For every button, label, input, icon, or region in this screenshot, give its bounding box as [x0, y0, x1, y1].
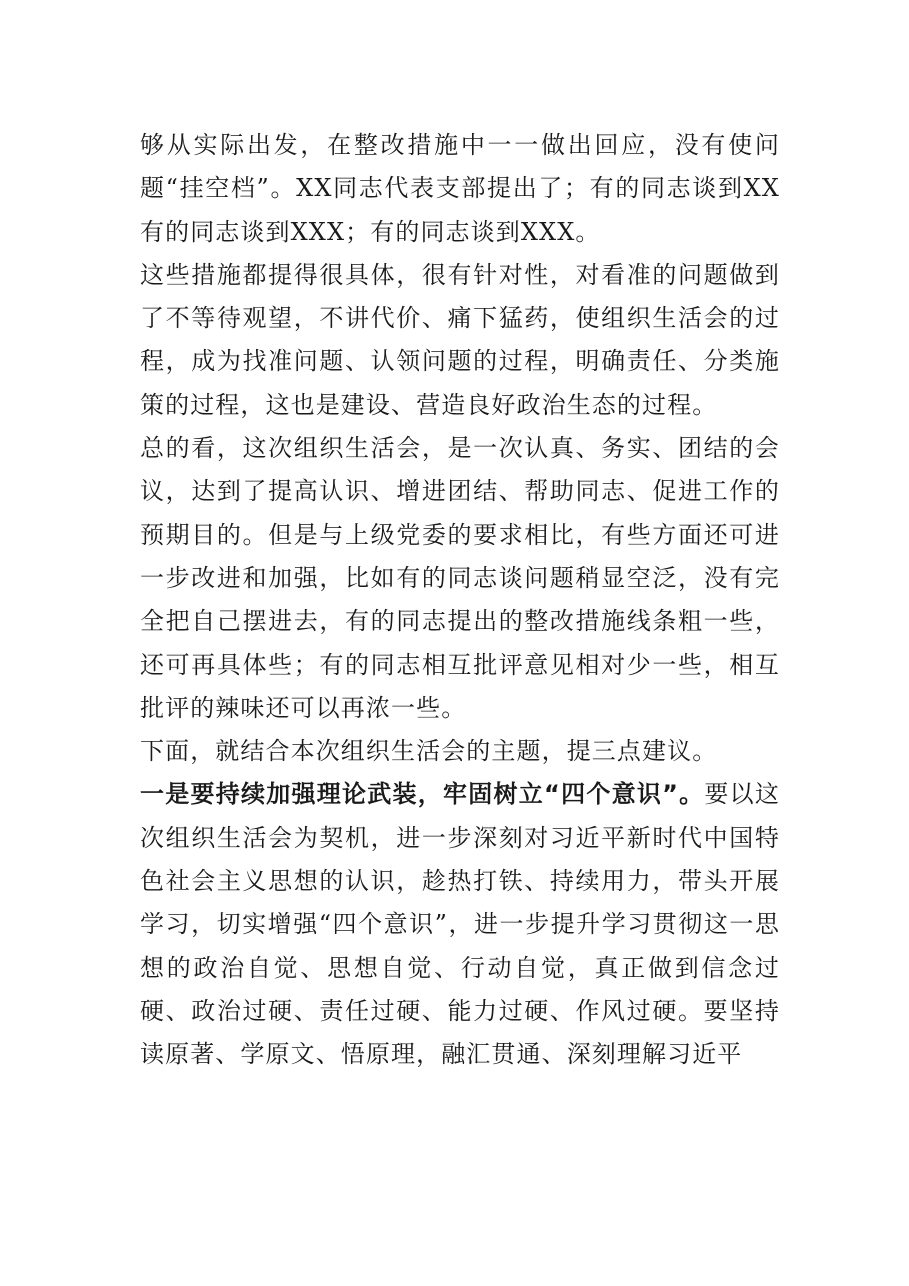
- paragraph-3-text: 总的看，这次组织生活会，是一次认真、务实、团结的会议，达到了提高认识、增进团结、帮助同志、促进工作的预期目的。但是与上级党委的要求相比，有些方面还可进一步改进和加强，比如有的同志谈问题稍显空泛，没有完全把自己摆进去，有的同志提出的整改措施线条粗一些，还可再具体些；有的同志相互批评意见相对少一些，相互批评的辣味还可以再浓一些。: [140, 434, 780, 722]
- paragraph-2: [140, 254, 780, 427]
- paragraph-5: [140, 773, 780, 1076]
- paragraph-2-text: 这些措施都提得很具体，很有针对性，对看准的问题做到了不等待观望，不讲代价、痛下猛药，使组织生活会的过程，成为找准问题、认领问题的过程，明确责任、分类施策的过程，这也是建设、营造良好政治生态的过程。: [140, 260, 780, 419]
- paragraph-4-text: 下面，就结合本次组织生活会的主题，提三点建议。: [140, 737, 718, 766]
- paragraph-4: [140, 730, 780, 773]
- paragraph-5-text: 要以这次组织生活会为契机，进一步深刻对习近平新时代中国特色社会主义思想的认识，趁热打铁、持续用力，带头开展学习，切实增强“四个意识”，进一步提升学习贯彻这一思想的政治自觉、思想自觉、行动自觉，真正做到信念过硬、政治过硬、责任过硬、能力过硬、作风过硬。要坚持读原著、学原文、悟原理，融汇贯通、深刻理解习近平: [140, 780, 780, 1069]
- paragraph-3: [140, 427, 780, 730]
- paragraph-1: [140, 124, 780, 254]
- paragraph-1-text: 够从实际出发，在整改措施中一一做出回应，没有使问题“挂空档”。XX同志代表支部提出了；有的同志谈到XX有的同志谈到XXX；有的同志谈到XXX。: [140, 131, 780, 246]
- document-body: [140, 124, 780, 1077]
- paragraph-5-lead: 一是要持续加强理论武装，牢固树立“四个意识”。: [140, 780, 705, 809]
